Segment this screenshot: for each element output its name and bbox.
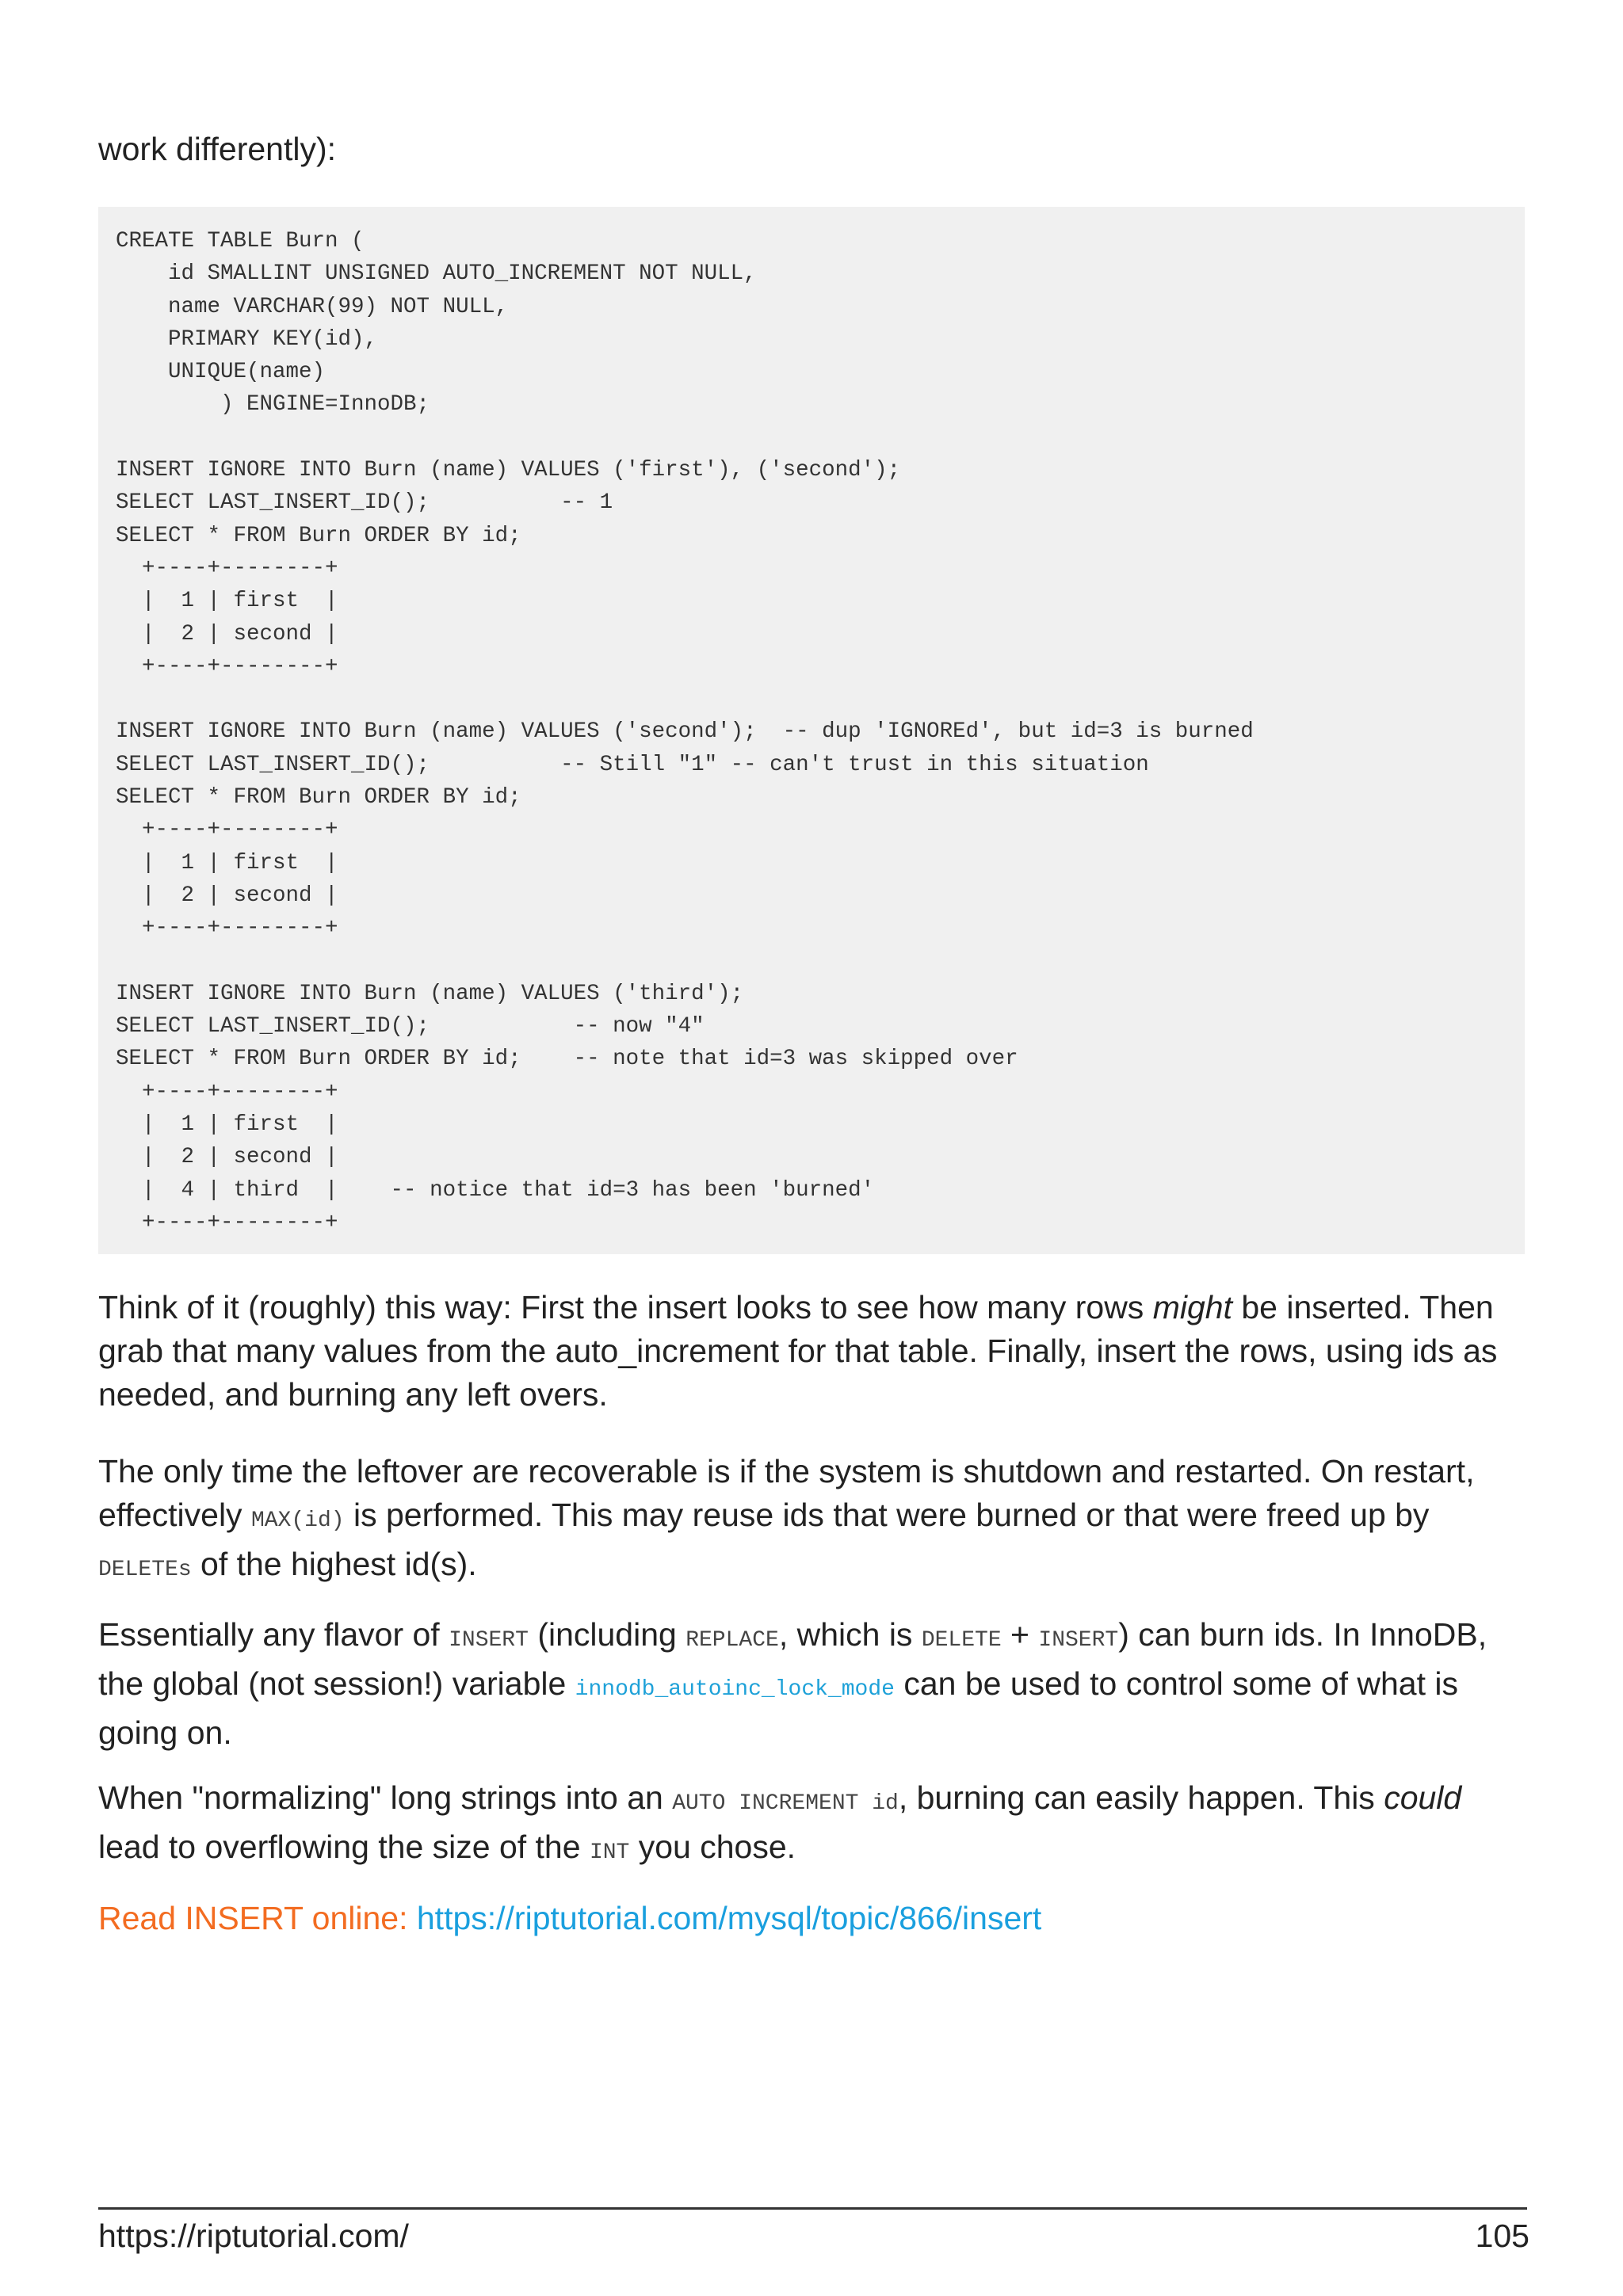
text-run: can be used to control some of what is going on. bbox=[98, 1665, 1458, 1751]
innodb-autoinc-lock-mode-link[interactable]: innodb_autoinc_lock_mode bbox=[575, 1677, 895, 1702]
text-run: When "normalizing" long strings into an bbox=[98, 1779, 673, 1816]
paragraph-burn-explanation bbox=[98, 1286, 1525, 1417]
inline-code-delete: DELETE bbox=[921, 1628, 1002, 1653]
text-run: is performed. This may reuse ids that were burned or that were freed up by bbox=[344, 1497, 1430, 1533]
text-run: The only time the leftover are recoverable is if the system is shutdown and restarted. On restart, effectively bbox=[98, 1453, 1475, 1533]
read-online-link[interactable]: https://riptutorial.com/mysql/topic/866/insert bbox=[416, 1900, 1042, 1936]
emphasis-could: could bbox=[1384, 1779, 1462, 1816]
text-run: be inserted. Then grab that many values from the auto_increment for that table. Finally, insert the rows, using ids as needed, and burning any left overs. bbox=[98, 1289, 1498, 1413]
read-online-label: Read INSERT online: bbox=[98, 1900, 417, 1936]
inline-code-insert: INSERT bbox=[449, 1628, 529, 1653]
page-number: 105 bbox=[1475, 2218, 1529, 2254]
inline-code-max-id: MAX(id) bbox=[250, 1508, 345, 1533]
inline-code-deletes: DELETEs bbox=[98, 1558, 192, 1582]
text-run: (including bbox=[528, 1616, 686, 1653]
intro-text: work differently): bbox=[98, 131, 337, 167]
emphasis-might: might bbox=[1152, 1289, 1232, 1325]
code-block: CREATE TABLE Burn ( id SMALLINT UNSIGNED AUTO_INCREMENT NOT NULL, name VARCHAR(99) NOT NULL, PRIMARY KEY(id), UNIQUE(name) ) ENGINE=InnoDB; INSERT IGNORE INTO Burn (name) VALUES ('first'), ('second'); SELECT LAST_INSERT_ID(); -- 1 SELECT * FROM Burn ORDER BY id; +----+--------+ | 1 | first | | 2 | second | +----+--------+ INSERT IGNORE INTO Burn (name) VALUES ('second'); -- dup 'IGNOREd', but id=3 is burned SELECT LAST_INSERT_ID(); -- Still "1" -- can't trust in this situation SELECT * FROM Burn ORDER BY id; +----+--------+ | 1 | first | | 2 | second | +----+--------+ INSERT IGNORE INTO Burn (name) VALUES ('third'); SELECT LAST_INSERT_ID(); -- now "4" SELECT * FROM Burn ORDER BY id; -- note that id=3 was skipped over +----+--------+ | 1 | first | | 2 | second | | 4 | third | -- notice that id=3 has been 'burned' +----+--------+ bbox=[98, 207, 1525, 1254]
footer-site-url: https://riptutorial.com/ bbox=[98, 2218, 409, 2254]
paragraph-insert-flavors bbox=[98, 1613, 1525, 1755]
inline-code-auto-increment-id: AUTO INCREMENT id bbox=[672, 1791, 899, 1816]
text-run: Think of it (roughly) this way: First the insert looks to see how many rows bbox=[98, 1289, 1153, 1325]
read-online-line bbox=[98, 1897, 1525, 1940]
text-run: , burning can easily happen. This bbox=[898, 1779, 1384, 1816]
inline-code-insert: INSERT bbox=[1038, 1628, 1119, 1653]
footer-divider bbox=[98, 2207, 1527, 2210]
inline-code-int: INT bbox=[589, 1840, 630, 1865]
text-run: you chose. bbox=[629, 1829, 796, 1865]
inline-code-replace: REPLACE bbox=[685, 1628, 779, 1653]
paragraph-recoverable bbox=[98, 1450, 1525, 1592]
text-run: ) can burn ids. In InnoDB, the global (not session!) variable bbox=[98, 1616, 1487, 1702]
text-run: + bbox=[1001, 1616, 1039, 1653]
paragraph-normalizing bbox=[98, 1776, 1525, 1875]
text-run: , which is bbox=[778, 1616, 922, 1653]
text-run: of the highest id(s). bbox=[191, 1546, 477, 1582]
text-run: lead to overflowing the size of the bbox=[98, 1829, 590, 1865]
text-run: Essentially any flavor of bbox=[98, 1616, 449, 1653]
